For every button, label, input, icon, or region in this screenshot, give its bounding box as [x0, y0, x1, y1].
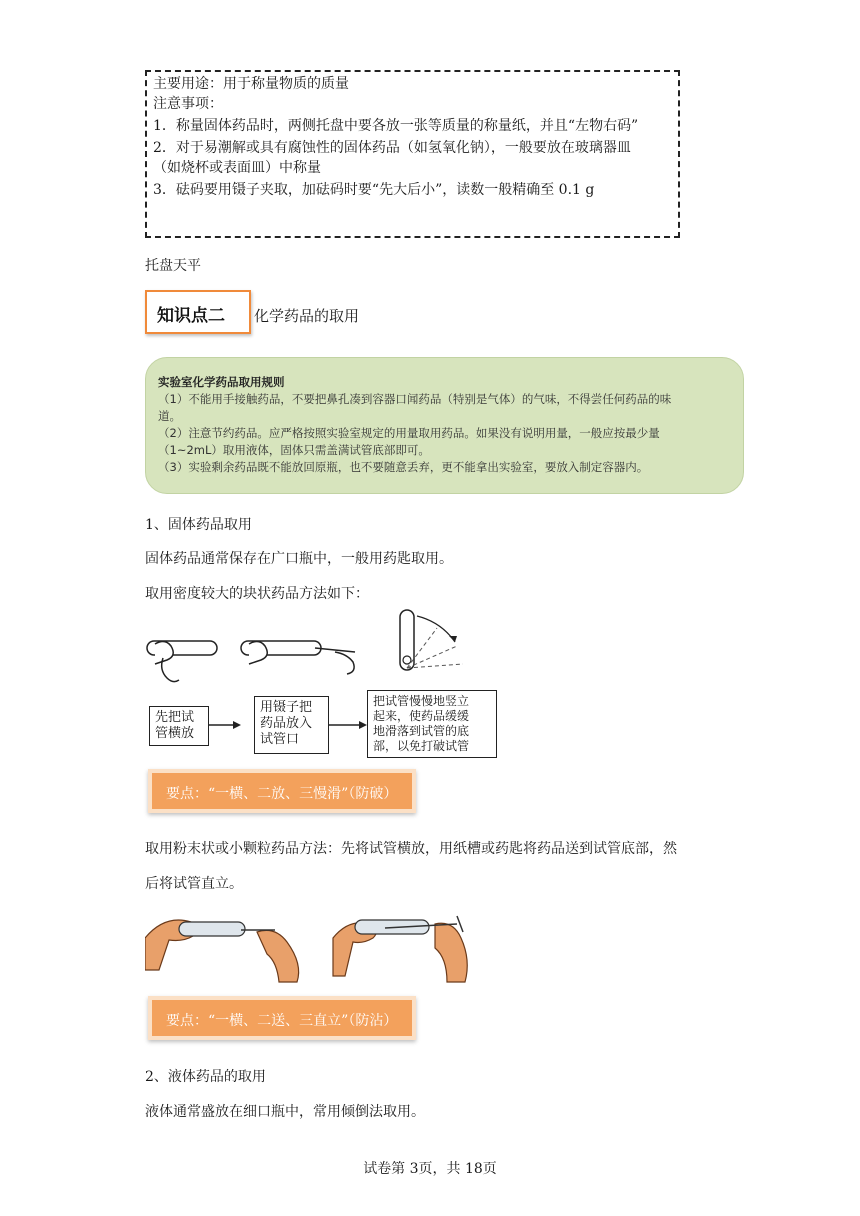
knowledge-tag [145, 290, 251, 334]
section1-paragraph: 取用粉末状或小颗粒药品方法：先将试管横放，用纸槽或药匙将药品送到试管底部，然 [145, 841, 677, 857]
section1-heading: 1、固体药品取用 [145, 517, 252, 533]
balance-line: 主要用途：用于称量物质的质量 [153, 76, 349, 92]
rules-line: （2）注意节约药品。应严格按照实验室规定的用量取用药品。如果没有说明用量，一般应按最少量 [158, 426, 660, 440]
rules-line: （1）不能用手接触药品，不要把鼻孔凑到容器口闻药品（特别是气体）的气味，不得尝任何药品的味 [158, 392, 672, 406]
balance-line: 注意事项： [153, 96, 223, 112]
balance-line: （如烧杯或表面皿）中称量 [153, 160, 321, 176]
block-drug-diagram [145, 608, 500, 760]
section1-paragraph: 取用密度较大的块状药品方法如下： [145, 586, 369, 602]
tip-text: 要点：“一横、二送、三直立”（防沾） [166, 1013, 398, 1029]
balance-line: 3．砝码要用镊子夹取，加砝码时要“先大后小”，读数一般精确至 0.1 g [153, 182, 595, 198]
rules-title: 实验室化学药品取用规则 [158, 375, 285, 389]
section1-paragraph: 固体药品通常保存在广口瓶中，一般用药匙取用。 [145, 551, 453, 567]
flow-step-3: 把试管慢慢地竖立 起来，使药品缓缓 地滑落到试管的底 部，以免打破试管 [367, 690, 497, 758]
powder-drug-diagram [145, 898, 480, 984]
balance-line: 1．称量固体药品时，两侧托盘中要各放一张等质量的称量纸，并且“左物右码” [153, 118, 639, 134]
balance-line: 2．对于易潮解或具有腐蚀性的固体药品（如氢氧化钠），一般要放在玻璃器皿 [153, 140, 631, 156]
balance-notes-box [145, 70, 680, 238]
knowledge-tag-label: 知识点二 [157, 306, 225, 326]
rules-box [145, 357, 744, 494]
rules-line: （1~2mL）取用液体，固体只需盖满试管底部即可。 [158, 443, 430, 457]
tip-box [148, 996, 416, 1040]
section2-paragraph: 液体通常盛放在细口瓶中，常用倾倒法取用。 [145, 1104, 425, 1120]
hands-illustration [145, 898, 480, 984]
section2-heading: 2、液体药品的取用 [145, 1069, 266, 1085]
tip-box [148, 769, 416, 813]
balance-caption: 托盘天平 [145, 258, 201, 274]
page-footer: 试卷第 3页，共 18页 [363, 1161, 497, 1177]
flow-step-1: 先把试 管横放 [149, 706, 209, 746]
knowledge-title: 化学药品的取用 [254, 307, 360, 325]
flow-step-2: 用镊子把 药品放入 试管口 [254, 696, 329, 754]
rules-line: （3）实验剩余药品既不能放回原瓶，也不要随意丢弃，更不能拿出实验室，要放入制定容器内。 [158, 460, 649, 474]
section1-paragraph: 后将试管直立。 [145, 876, 243, 892]
tip-text: 要点：“一横、二放、三慢滑”（防破） [166, 786, 398, 802]
rules-line: 道。 [158, 409, 181, 423]
